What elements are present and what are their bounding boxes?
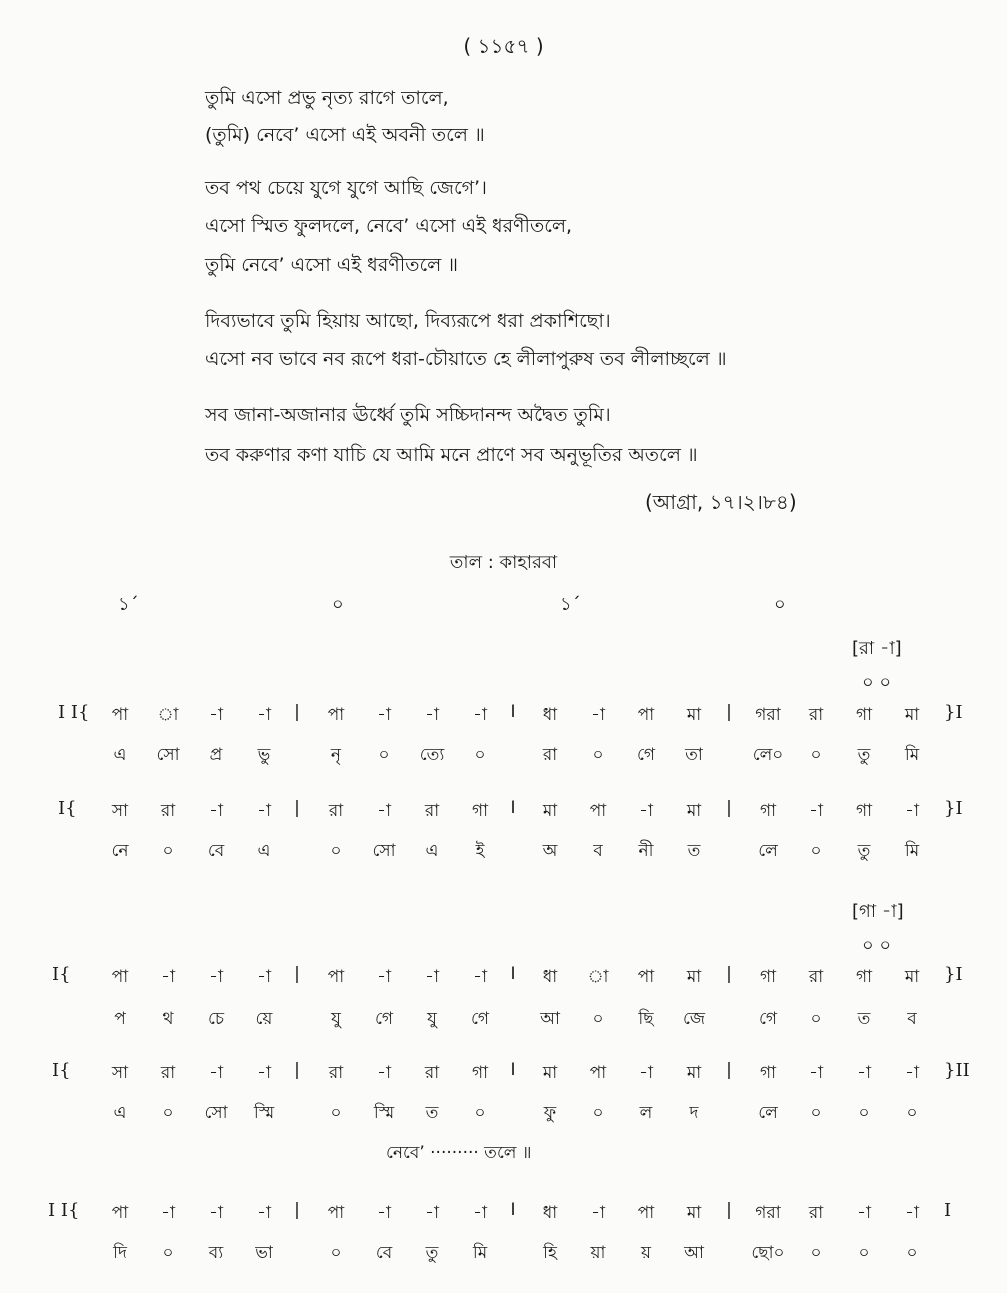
lyric-cell: লে০ [752, 745, 784, 765]
lyric-cell: ০ [162, 1243, 174, 1263]
note-cell: -া [257, 801, 271, 821]
note-cell: রা [160, 1063, 176, 1083]
note-cell: পা [637, 1203, 655, 1223]
bar-separator: | [294, 1060, 300, 1080]
beat-mark: ১´ [560, 594, 581, 615]
notation-row [0, 1060, 1007, 1090]
lyric-line: তুমি নেবে’ এসো এই ধরণীতলে ॥ [205, 254, 459, 276]
note-cell: মা [686, 967, 702, 987]
note-cell: -া [377, 1203, 391, 1223]
note-cell: রা [808, 705, 824, 725]
note-cell: -া [377, 801, 391, 821]
lyric-cell: ০ [906, 1103, 918, 1123]
note-cell: -া [425, 705, 439, 725]
note-cell: -া [377, 1063, 391, 1083]
bar-separator: I [510, 702, 516, 722]
note-cell: -া [639, 1063, 653, 1083]
lyric-cell: সো [204, 1103, 228, 1123]
note-cell: -া [857, 1203, 871, 1223]
bracket-notes: [রা -া] [852, 638, 902, 659]
note-cell: পা [111, 705, 129, 725]
note-cell: -া [257, 705, 271, 725]
lyric-cell: মি [472, 1243, 488, 1263]
lyric-cell: আ [684, 1243, 704, 1263]
lyric-cell: তু [857, 841, 871, 861]
lyric-cell: গে [374, 1009, 394, 1029]
lyric-cell: ত [425, 1103, 439, 1123]
lyric-cell: হি [543, 1243, 557, 1263]
note-cell: -া [161, 1203, 175, 1223]
row-start-mark: I{ [52, 1060, 71, 1081]
lyric-cell: ব [593, 841, 603, 861]
note-cell: -া [425, 967, 439, 987]
lyric-cell: ০ [810, 1103, 822, 1123]
lyric-cell: ০ [330, 841, 342, 861]
note-cell: পা [637, 705, 655, 725]
beat-mark: ১´ [118, 594, 139, 615]
note-cell: ধা [542, 1203, 558, 1223]
lyric-row [0, 838, 1007, 868]
notation-row [0, 798, 1007, 828]
note-cell: -া [209, 967, 223, 987]
lyric-cell: যু [331, 1009, 341, 1029]
lyric-row [0, 742, 1007, 772]
row-end-mark: }I [944, 798, 963, 819]
note-cell: গা [759, 1063, 777, 1083]
lyric-row [0, 1240, 1007, 1270]
note-cell: -া [473, 705, 487, 725]
note-cell: -া [473, 1203, 487, 1223]
lyric-cell: গে [758, 1009, 778, 1029]
lyric-cell: ০ [906, 1243, 918, 1263]
lyric-cell: লে [758, 841, 778, 861]
lyric-cell: যু [427, 1009, 437, 1029]
lyric-cell: সো [156, 745, 180, 765]
lyric-cell: ০ [330, 1103, 342, 1123]
bracket-notes: [গা -া] [852, 901, 904, 922]
lyric-cell: ০ [592, 745, 604, 765]
notation-row [0, 702, 1007, 732]
note-cell: মা [686, 1063, 702, 1083]
note-cell: রা [328, 801, 344, 821]
note-cell: -া [257, 1063, 271, 1083]
lyric-cell: ০ [810, 1243, 822, 1263]
note-cell: -া [377, 967, 391, 987]
note-cell: গা [471, 1063, 489, 1083]
note-cell: মা [686, 705, 702, 725]
bar-separator: I [510, 964, 516, 984]
lyric-cell: ত্যে [419, 745, 445, 765]
note-cell: -া [209, 705, 223, 725]
row-start-mark: I{ [52, 964, 71, 985]
lyric-cell: ফু [543, 1103, 557, 1123]
lyric-cell: তু [425, 1243, 439, 1263]
note-cell: পা [589, 1063, 607, 1083]
note-cell: রা [808, 967, 824, 987]
bar-separator: | [726, 964, 732, 984]
lyric-cell: নী [638, 841, 654, 861]
lyric-cell: ই [475, 841, 485, 861]
lyric-cell: ব্য [208, 1243, 224, 1263]
bar-separator: | [294, 964, 300, 984]
beat-mark: ০ [332, 594, 344, 615]
lyric-cell: নৃ [330, 745, 342, 765]
lyric-line: (তুমি) নেবে’ এসো এই অবনী তলে ॥ [205, 124, 485, 146]
bar-separator: | [726, 702, 732, 722]
note-cell: -া [857, 1063, 871, 1083]
lyric-cell: ০ [858, 1243, 870, 1263]
note-cell: পা [111, 1203, 129, 1223]
note-cell: -া [209, 1203, 223, 1223]
lyric-line: তব করুণার কণা যাচি যে আমি মনে প্রাণে সব অনুভূতির অতলে ॥ [205, 444, 698, 466]
note-cell: রা [328, 1063, 344, 1083]
lyric-cell: লে [758, 1103, 778, 1123]
beat-mark: ০ [774, 594, 786, 615]
note-cell: -া [161, 967, 175, 987]
lyric-cell: প্র [209, 745, 223, 765]
bar-separator: | [294, 798, 300, 818]
lyric-cell: ভা [255, 1243, 273, 1263]
lyric-cell: এ [113, 745, 127, 765]
lyric-cell: ল [639, 1103, 653, 1123]
note-cell: -া [425, 1203, 439, 1223]
note-cell: রা [424, 801, 440, 821]
lyric-cell: প [114, 1009, 126, 1029]
lyric-cell: ত [857, 1009, 871, 1029]
note-cell: পা [327, 705, 345, 725]
taal-heading: তাল : কাহারবা [449, 552, 558, 573]
note-cell: পা [589, 801, 607, 821]
lyric-cell: ছি [638, 1009, 654, 1029]
bracket-lyrics: ০ ০ [862, 672, 892, 693]
lyric-cell: ০ [810, 1009, 822, 1029]
lyric-cell: এ [425, 841, 439, 861]
lyric-cell: দ [689, 1103, 699, 1123]
note-cell: মা [542, 1063, 558, 1083]
lyric-cell: গে [470, 1009, 490, 1029]
lyric-cell: ০ [474, 745, 486, 765]
note-cell: -া [473, 967, 487, 987]
note-cell: রা [160, 801, 176, 821]
lyric-cell: ত [687, 841, 701, 861]
lyric-cell: অ [542, 841, 558, 861]
lyric-cell: এ [257, 841, 271, 861]
note-cell: সা [111, 1063, 129, 1083]
row-start-mark: I{ [58, 798, 77, 819]
notation-row [0, 1200, 1007, 1230]
row-end-mark: }I [944, 702, 963, 723]
lyric-cell: বে [207, 841, 225, 861]
note-cell: -া [209, 801, 223, 821]
note-cell: গা [855, 801, 873, 821]
lyric-cell: ০ [592, 1009, 604, 1029]
bar-separator: I [510, 1200, 516, 1220]
note-cell: রা [424, 1063, 440, 1083]
row-end-mark: }I [944, 964, 963, 985]
lyric-cell: থ [162, 1009, 174, 1029]
lyric-cell: তা [685, 745, 703, 765]
note-cell: গা [471, 801, 489, 821]
lyric-cell: য় [640, 1243, 651, 1263]
note-cell: পা [111, 967, 129, 987]
lyric-cell: সো [372, 841, 396, 861]
note-cell: গরা [755, 1203, 781, 1223]
note-cell: মা [904, 705, 920, 725]
lyric-cell: তু [857, 745, 871, 765]
lyric-cell: মি [904, 841, 920, 861]
row-start-mark: I I{ [58, 702, 90, 723]
note-cell: -া [905, 1063, 919, 1083]
lyric-cell: ০ [858, 1103, 870, 1123]
bracket-lyrics: ০ ০ [862, 935, 892, 956]
note-cell: -া [591, 1203, 605, 1223]
bar-separator: | [726, 798, 732, 818]
row-end-mark: I [944, 1200, 952, 1221]
note-cell: গা [855, 705, 873, 725]
lyric-cell: জে [682, 1009, 706, 1029]
lyric-line: দিব্যভাবে তুমি হিয়ায় আছো, দিব্যরূপে ধরা প্রকাশিছো। [205, 310, 611, 332]
note-cell: -া [809, 1063, 823, 1083]
lyric-cell: ০ [378, 745, 390, 765]
lyric-cell: আ [540, 1009, 560, 1029]
note-cell: রা [808, 1203, 824, 1223]
note-cell: -া [905, 801, 919, 821]
continuation-line: নেবে’ ········· তলে ॥ [386, 1143, 532, 1163]
note-cell: -া [905, 1203, 919, 1223]
lyric-cell: ০ [810, 841, 822, 861]
note-cell: মা [904, 967, 920, 987]
note-cell: মা [542, 801, 558, 821]
lyric-cell: নে [111, 841, 129, 861]
note-cell: -া [257, 967, 271, 987]
lyric-line: এসো নব ভাবে নব রূপে ধরা-চৌয়াতে হে লীলাপুরুষ তব লীলাচ্ছলে ॥ [205, 348, 727, 370]
lyric-cell: চে [207, 1009, 225, 1029]
note-cell: পা [327, 967, 345, 987]
note-cell: -া [591, 705, 605, 725]
lyric-cell: গে [636, 745, 656, 765]
row-end-mark: }II [944, 1060, 970, 1081]
bar-separator: | [294, 702, 300, 722]
note-cell: ধা [542, 705, 558, 725]
bar-separator: | [294, 1200, 300, 1220]
lyric-cell: ০ [474, 1103, 486, 1123]
lyric-line: সব জানা-অজানার ঊর্ধ্বে তুমি সচ্চিদানন্দ অদ্বৈত তুমি। [205, 404, 611, 426]
note-cell: -া [209, 1063, 223, 1083]
note-cell: গা [759, 801, 777, 821]
lyric-cell: বে [375, 1243, 393, 1263]
lyric-cell: স্মি [253, 1103, 275, 1123]
lyric-cell: ০ [162, 1103, 174, 1123]
note-cell: পা [637, 967, 655, 987]
note-cell: গা [855, 967, 873, 987]
note-cell: ধা [542, 967, 558, 987]
lyric-cell: ০ [592, 1103, 604, 1123]
bar-separator: | [726, 1060, 732, 1080]
note-cell: া [587, 967, 609, 987]
lyric-cell: ভু [257, 745, 271, 765]
note-cell: গরা [755, 705, 781, 725]
row-start-mark: I I{ [48, 1200, 80, 1221]
lyric-row [0, 1100, 1007, 1130]
lyric-cell: স্মি [373, 1103, 395, 1123]
note-cell: সা [111, 801, 129, 821]
bar-separator: I [510, 798, 516, 818]
lyric-cell: ছো০ [751, 1243, 785, 1263]
note-cell: মা [686, 1203, 702, 1223]
lyric-row [0, 1006, 1007, 1036]
note-cell: পা [327, 1203, 345, 1223]
composition-date: (আগ্রা, ১৭।২।৮৪) [645, 490, 797, 514]
lyric-line: তব পথ চেয়ে যুগে যুগে আছি জেগে’। [205, 177, 487, 199]
note-cell: গা [759, 967, 777, 987]
note-cell: -া [257, 1203, 271, 1223]
lyric-cell: ব [907, 1009, 917, 1029]
lyric-cell: ০ [810, 745, 822, 765]
lyric-cell: দি [113, 1243, 127, 1263]
note-cell: -া [809, 801, 823, 821]
lyric-cell: রা [542, 745, 558, 765]
bar-separator: | [726, 1200, 732, 1220]
lyric-cell: য়ে [255, 1009, 273, 1029]
page-number: ( ১১৫৭ ) [463, 34, 544, 58]
note-cell: -া [377, 705, 391, 725]
lyric-cell: য়া [590, 1243, 606, 1263]
lyric-line: তুমি এসো প্রভু নৃত্য রাগে তালে, [205, 87, 449, 109]
note-cell: -া [639, 801, 653, 821]
note-cell: মা [686, 801, 702, 821]
lyric-line: এসো স্মিত ফুলদলে, নেবে’ এসো এই ধরণীতলে, [205, 215, 573, 237]
lyric-cell: ০ [330, 1243, 342, 1263]
bar-separator: I [510, 1060, 516, 1080]
lyric-cell: মি [904, 745, 920, 765]
note-cell: া [157, 705, 179, 725]
notation-row [0, 964, 1007, 994]
lyric-cell: ০ [162, 841, 174, 861]
lyric-cell: এ [113, 1103, 127, 1123]
